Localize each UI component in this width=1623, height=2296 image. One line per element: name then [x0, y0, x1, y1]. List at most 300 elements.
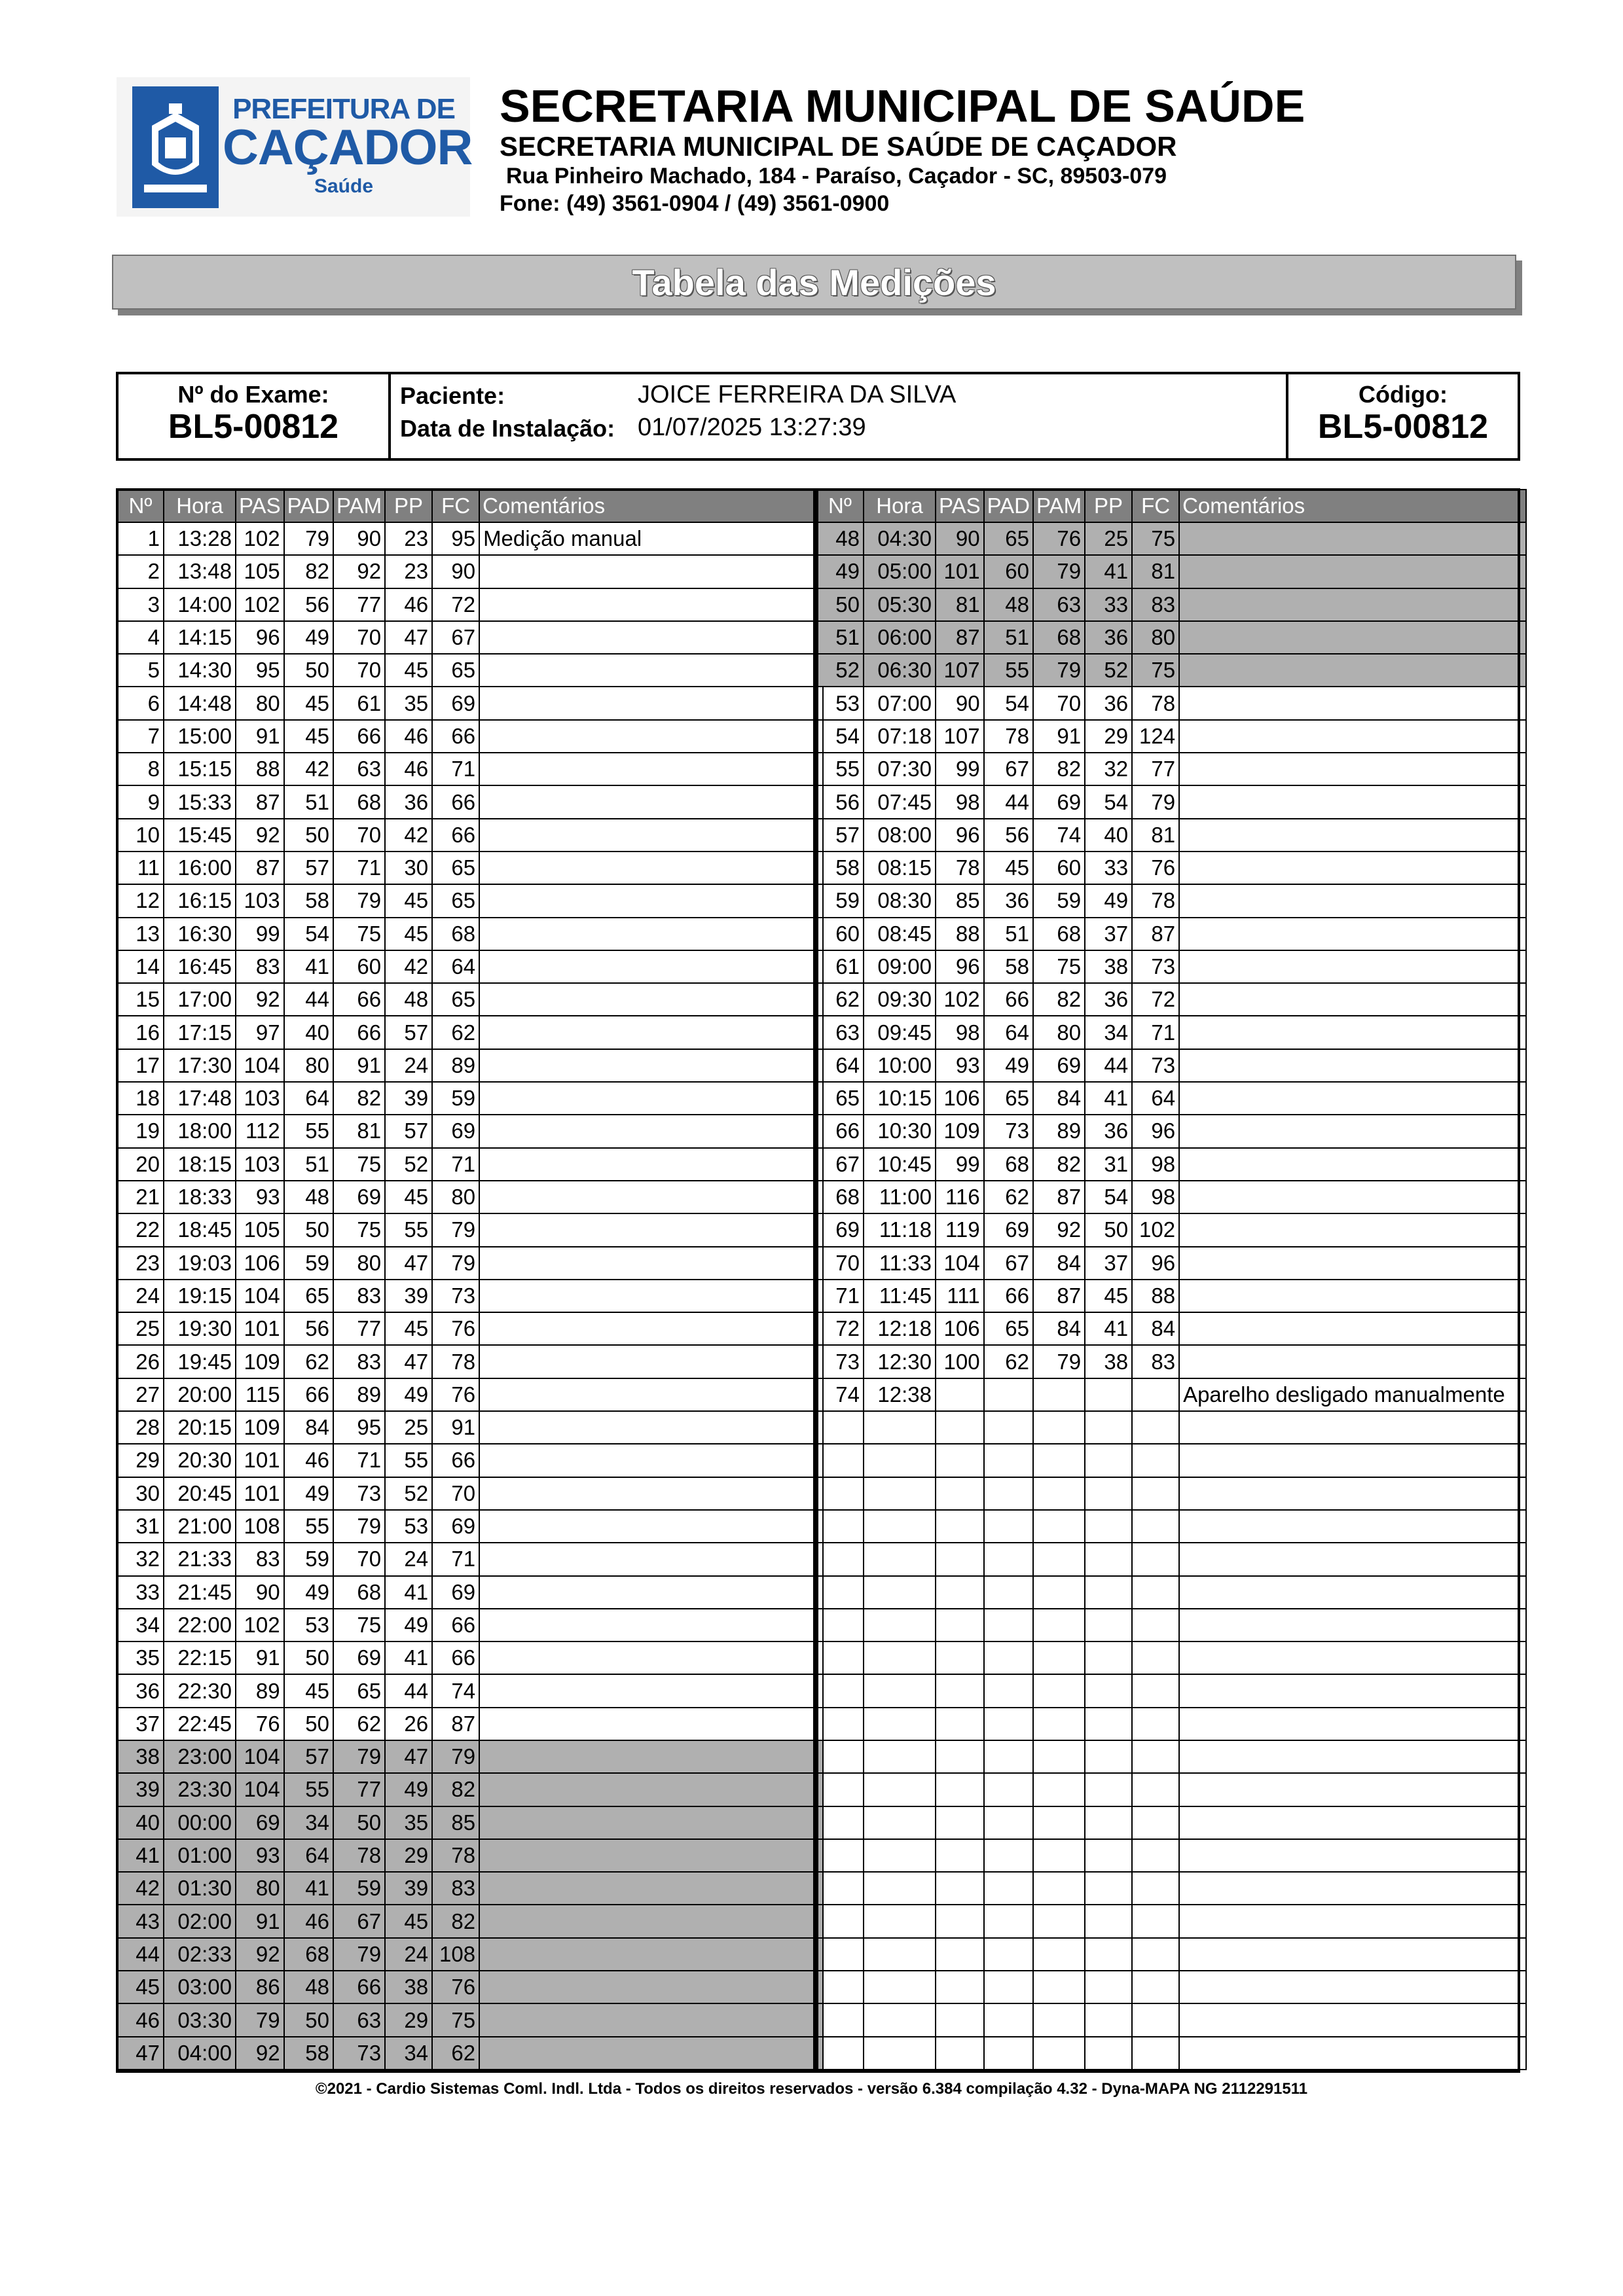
table-row: [816, 1872, 1526, 1905]
table-row: [816, 1708, 1526, 1740]
cell-fc: 76: [432, 1312, 479, 1345]
cell-pad: 51: [984, 918, 1033, 950]
cell-hora: 02:33: [164, 1938, 236, 1971]
cell-n: 46: [117, 2003, 164, 2036]
cell-fc: 73: [1132, 950, 1179, 983]
cell-pam: [1033, 1477, 1085, 1510]
cell-pad: 64: [284, 1082, 333, 1115]
cell-pad: [984, 1740, 1033, 1773]
table-row: [816, 1378, 1526, 1411]
cell-pam: 87: [1033, 1181, 1085, 1213]
cell-hora: 21:00: [164, 1510, 236, 1543]
cell-pp: 55: [385, 1213, 432, 1246]
cell-pad: 45: [284, 1674, 333, 1707]
cell-pad: 62: [984, 1345, 1033, 1378]
cell-pas: 104: [236, 1049, 284, 1082]
cell-n: [816, 1971, 864, 2003]
cell-fc: 91: [432, 1411, 479, 1444]
cell-hora: 05:00: [864, 555, 936, 588]
cell-pad: 48: [284, 1181, 333, 1213]
cell-fc: [1132, 1477, 1179, 1510]
cell-pas: 109: [236, 1411, 284, 1444]
cell-fc: 87: [432, 1708, 479, 1740]
cell-comentarios: [479, 950, 823, 983]
cell-pad: 67: [984, 1247, 1033, 1280]
column-header-pad: PAD: [984, 490, 1033, 522]
cell-hora: 02:00: [164, 1905, 236, 1937]
table-row: [816, 918, 1526, 950]
cell-n: 40: [117, 1806, 164, 1839]
cell-pas: [936, 1905, 984, 1937]
table-row: [816, 1510, 1526, 1543]
cell-hora: 08:00: [864, 819, 936, 852]
cell-pad: 57: [284, 1740, 333, 1773]
table-row: [816, 884, 1526, 917]
cell-pp: 53: [385, 1510, 432, 1543]
cell-comentarios: [479, 588, 823, 621]
cell-pas: 93: [236, 1839, 284, 1872]
cell-pas: 104: [936, 1247, 984, 1280]
cell-pas: 80: [236, 1872, 284, 1905]
cell-comentarios: [479, 1082, 823, 1115]
table-row: [816, 1641, 1526, 1674]
cell-comentarios: [1179, 1213, 1526, 1246]
cell-fc: [1132, 1510, 1179, 1543]
cell-pad: [984, 1477, 1033, 1510]
cell-comentarios: [1179, 720, 1526, 753]
table-row: [816, 1971, 1526, 2003]
table-row: [117, 884, 823, 917]
cell-pad: 41: [284, 950, 333, 983]
cell-pad: 36: [984, 884, 1033, 917]
column-header-comentarios: Comentários: [1179, 490, 1526, 522]
cell-fc: 79: [1132, 785, 1179, 818]
cell-n: 17: [117, 1049, 164, 1082]
cell-pp: 37: [1085, 1247, 1132, 1280]
cell-pad: 40: [284, 1016, 333, 1049]
cell-n: 5: [117, 654, 164, 687]
cell-hora: 00:00: [164, 1806, 236, 1839]
cell-pad: 69: [984, 1213, 1033, 1246]
cell-pas: 104: [236, 1740, 284, 1773]
cell-pad: 34: [284, 1806, 333, 1839]
cell-comentarios: [479, 1806, 823, 1839]
cell-pad: 78: [984, 720, 1033, 753]
table-row: [816, 1247, 1526, 1280]
cell-pp: [1085, 1839, 1132, 1872]
cell-pad: 50: [284, 654, 333, 687]
cell-comentarios: [479, 654, 823, 687]
cell-comentarios: [479, 1181, 823, 1213]
cell-fc: [1132, 1971, 1179, 2003]
table-row: [117, 1543, 823, 1575]
cell-fc: 89: [432, 1049, 479, 1082]
cell-n: 31: [117, 1510, 164, 1543]
cell-comentarios: [1179, 1740, 1526, 1773]
cell-pam: 71: [333, 852, 385, 884]
cell-pas: 101: [236, 1444, 284, 1477]
cell-pam: [1033, 1411, 1085, 1444]
cell-pp: 46: [385, 720, 432, 753]
measurements-table-right: [816, 489, 1527, 2070]
cell-pam: [1033, 1839, 1085, 1872]
cell-pp: 25: [385, 1411, 432, 1444]
cell-hora: 07:00: [864, 687, 936, 719]
cell-comentarios: [1179, 522, 1526, 555]
cell-pam: [1033, 1938, 1085, 1971]
cell-n: [816, 1510, 864, 1543]
table-row: [117, 1477, 823, 1510]
cell-pad: [984, 1543, 1033, 1575]
cell-pas: 99: [936, 753, 984, 785]
cell-pam: 62: [333, 1708, 385, 1740]
cell-pas: [936, 1971, 984, 2003]
cell-fc: 75: [1132, 654, 1179, 687]
cell-n: 57: [816, 819, 864, 852]
cell-hora: 11:33: [864, 1247, 936, 1280]
table-row: [117, 522, 823, 555]
cell-pp: 38: [385, 1971, 432, 2003]
cell-hora: 08:15: [864, 852, 936, 884]
cell-pam: 70: [333, 621, 385, 654]
cell-pas: 98: [936, 785, 984, 818]
cell-pas: 101: [236, 1312, 284, 1345]
cell-comentarios: [1179, 1247, 1526, 1280]
cell-comentarios: [1179, 785, 1526, 818]
table-row: [117, 1312, 823, 1345]
cell-n: [816, 1740, 864, 1773]
cell-comentarios: [479, 1477, 823, 1510]
cell-n: 70: [816, 1247, 864, 1280]
cell-pam: [1033, 1576, 1085, 1609]
cell-pam: 73: [333, 1477, 385, 1510]
cell-pas: 92: [236, 1938, 284, 1971]
cell-n: 69: [816, 1213, 864, 1246]
cell-pp: 41: [1085, 1312, 1132, 1345]
cell-n: 32: [117, 1543, 164, 1575]
cell-hora: 20:30: [164, 1444, 236, 1477]
cell-pp: 25: [1085, 522, 1132, 555]
table-row: [117, 785, 823, 818]
cell-comentarios: [479, 1708, 823, 1740]
cell-comentarios: [1179, 1839, 1526, 1872]
cell-pam: 74: [1033, 819, 1085, 852]
cell-n: [816, 1839, 864, 1872]
cell-comentarios: [1179, 1477, 1526, 1510]
cell-pas: 96: [936, 819, 984, 852]
cell-pas: [936, 1411, 984, 1444]
cell-n: 3: [117, 588, 164, 621]
cell-pp: 33: [1085, 852, 1132, 884]
cell-pad: 55: [284, 1773, 333, 1806]
cell-pam: 77: [333, 588, 385, 621]
cell-pp: 39: [385, 1082, 432, 1115]
cell-pam: [1033, 2037, 1085, 2070]
table-row: [816, 621, 1526, 654]
cell-pas: 96: [936, 950, 984, 983]
column-header-hora: Hora: [164, 490, 236, 522]
cell-n: 27: [117, 1378, 164, 1411]
cell-fc: [1132, 1773, 1179, 1806]
cell-hora: 10:00: [864, 1049, 936, 1082]
cell-comentarios: [1179, 1082, 1526, 1115]
cell-pad: [984, 2037, 1033, 2070]
cell-pp: [1085, 1773, 1132, 1806]
cell-n: 4: [117, 621, 164, 654]
table-row: [816, 1839, 1526, 1872]
cell-comentarios: [479, 1213, 823, 1246]
cell-hora: [864, 1872, 936, 1905]
cell-pad: 59: [284, 1543, 333, 1575]
cell-fc: [1132, 1576, 1179, 1609]
section-banner: [112, 255, 1516, 310]
organization-address: Rua Pinheiro Machado, 184 - Paraíso, Caçador - SC, 89503-079: [506, 164, 1167, 188]
table-row: [816, 1806, 1526, 1839]
cell-pam: 79: [1033, 555, 1085, 588]
table-row: [117, 753, 823, 785]
cell-pp: [1085, 2003, 1132, 2036]
cell-comentarios: [479, 753, 823, 785]
cell-pad: 65: [984, 1082, 1033, 1115]
cell-pam: 80: [333, 1247, 385, 1280]
cell-pp: 47: [385, 621, 432, 654]
cell-fc: 66: [432, 1444, 479, 1477]
table-row: [816, 753, 1526, 785]
cell-pad: 55: [984, 654, 1033, 687]
cell-fc: 70: [432, 1477, 479, 1510]
logo-text-line3: Saúde: [314, 175, 374, 197]
cell-pas: 86: [236, 1971, 284, 2003]
cell-pas: 89: [236, 1674, 284, 1707]
cell-pad: 59: [284, 1247, 333, 1280]
cell-fc: 76: [1132, 852, 1179, 884]
cell-pp: [1085, 1674, 1132, 1707]
cell-fc: 71: [1132, 1016, 1179, 1049]
cell-pam: 68: [333, 785, 385, 818]
table-row: [117, 1740, 823, 1773]
cell-hora: 16:15: [164, 884, 236, 917]
cell-n: 49: [816, 555, 864, 588]
cell-hora: 21:33: [164, 1543, 236, 1575]
cell-hora: [864, 1806, 936, 1839]
table-row: [117, 1247, 823, 1280]
cell-pam: [1033, 1740, 1085, 1773]
cell-comentarios: [1179, 1345, 1526, 1378]
cell-hora: 01:30: [164, 1872, 236, 1905]
cell-pp: 40: [1085, 819, 1132, 852]
cell-fc: 79: [432, 1247, 479, 1280]
cell-comentarios: [479, 720, 823, 753]
table-row: [816, 588, 1526, 621]
cell-hora: 12:30: [864, 1345, 936, 1378]
cell-pam: 70: [333, 819, 385, 852]
cell-pad: [984, 1411, 1033, 1444]
cell-pam: 76: [1033, 522, 1085, 555]
cell-pas: 90: [936, 522, 984, 555]
cell-pp: [1085, 1708, 1132, 1740]
cell-pas: 101: [936, 555, 984, 588]
cell-pam: 73: [333, 2037, 385, 2070]
cell-pp: 52: [385, 1148, 432, 1181]
cell-pad: 54: [984, 687, 1033, 719]
cell-pam: 79: [1033, 1345, 1085, 1378]
cell-pad: 48: [984, 588, 1033, 621]
cell-fc: [1132, 1674, 1179, 1707]
cell-n: 29: [117, 1444, 164, 1477]
cell-pas: [936, 1609, 984, 1641]
cell-pas: 92: [236, 2037, 284, 2070]
table-row: [816, 1444, 1526, 1477]
cell-pad: 51: [984, 621, 1033, 654]
column-header-pam: PAM: [333, 490, 385, 522]
cell-pp: 52: [385, 1477, 432, 1510]
cell-hora: 11:00: [864, 1181, 936, 1213]
cell-comentarios: [479, 884, 823, 917]
cell-hora: 22:15: [164, 1641, 236, 1674]
cell-n: [816, 2037, 864, 2070]
cell-pam: 87: [1033, 1280, 1085, 1312]
cell-pas: 104: [236, 1773, 284, 1806]
cell-pas: 106: [936, 1312, 984, 1345]
cell-pp: 49: [385, 1773, 432, 1806]
cell-pam: 89: [333, 1378, 385, 1411]
cell-pas: 76: [236, 1708, 284, 1740]
cell-pp: 57: [385, 1115, 432, 1147]
cell-n: 47: [117, 2037, 164, 2070]
cell-fc: 73: [432, 1280, 479, 1312]
cell-pad: [984, 1806, 1033, 1839]
cell-pp: 46: [385, 753, 432, 785]
cell-pad: 65: [984, 522, 1033, 555]
cell-n: 51: [816, 621, 864, 654]
cell-comentarios: [1179, 1938, 1526, 1971]
cell-comentarios: Aparelho desligado manualmente: [1179, 1378, 1526, 1411]
cell-pam: 84: [1033, 1312, 1085, 1345]
cell-pam: 70: [333, 1543, 385, 1575]
cell-hora: 15:33: [164, 785, 236, 818]
cell-pp: 36: [1085, 687, 1132, 719]
cell-hora: 16:30: [164, 918, 236, 950]
cell-fc: 83: [1132, 588, 1179, 621]
table-row: [117, 2003, 823, 2036]
cell-pad: 54: [284, 918, 333, 950]
cell-pam: 69: [1033, 785, 1085, 818]
cell-n: 43: [117, 1905, 164, 1937]
cell-pad: 50: [284, 2003, 333, 2036]
cell-n: 25: [117, 1312, 164, 1345]
cell-pam: 66: [333, 1971, 385, 2003]
cell-comentarios: [1179, 2037, 1526, 2070]
cell-pad: 80: [284, 1049, 333, 1082]
cell-n: 8: [117, 753, 164, 785]
cell-comentarios: [479, 1971, 823, 2003]
cell-pad: 73: [984, 1115, 1033, 1147]
cell-comentarios: [1179, 819, 1526, 852]
cell-pad: 46: [284, 1444, 333, 1477]
cell-pam: 79: [333, 884, 385, 917]
cell-pp: 23: [385, 522, 432, 555]
cell-pas: 109: [236, 1345, 284, 1378]
cell-comentarios: [479, 983, 823, 1016]
cell-fc: 80: [1132, 621, 1179, 654]
cell-pam: 69: [333, 1641, 385, 1674]
cell-n: [816, 1411, 864, 1444]
cell-fc: 69: [432, 1510, 479, 1543]
cell-n: 12: [117, 884, 164, 917]
cell-fc: 78: [432, 1839, 479, 1872]
cell-n: [816, 1773, 864, 1806]
table-row: [117, 1213, 823, 1246]
column-header-fc: FC: [432, 490, 479, 522]
cell-pas: 100: [936, 1345, 984, 1378]
cell-n: 18: [117, 1082, 164, 1115]
cell-hora: 11:45: [864, 1280, 936, 1312]
cell-pp: 24: [385, 1938, 432, 1971]
cell-n: [816, 1708, 864, 1740]
cell-pp: 35: [385, 687, 432, 719]
cell-pam: [1033, 1708, 1085, 1740]
cell-pam: 70: [1033, 687, 1085, 719]
table-row: [816, 2003, 1526, 2036]
cell-pad: 67: [984, 753, 1033, 785]
table-row: [816, 785, 1526, 818]
cell-fc: 90: [432, 555, 479, 588]
table-row: [117, 1345, 823, 1378]
cell-comentarios: [1179, 1510, 1526, 1543]
cell-pp: [1085, 1576, 1132, 1609]
install-date: 01/07/2025 13:27:39: [638, 414, 866, 441]
cell-comentarios: [1179, 983, 1526, 1016]
cell-comentarios: [479, 1247, 823, 1280]
cell-fc: 75: [1132, 522, 1179, 555]
cell-pas: 99: [936, 1148, 984, 1181]
cell-n: 24: [117, 1280, 164, 1312]
cell-hora: 14:48: [164, 687, 236, 719]
cell-pp: 47: [385, 1247, 432, 1280]
cell-pad: 58: [984, 950, 1033, 983]
cell-pam: 91: [1033, 720, 1085, 753]
table-row: [117, 1905, 823, 1937]
cell-pam: [1033, 1543, 1085, 1575]
cell-pas: 79: [236, 2003, 284, 2036]
cell-pad: 48: [284, 1971, 333, 2003]
table-row: [816, 1213, 1526, 1246]
cell-hora: [864, 1839, 936, 1872]
cell-pad: [984, 1938, 1033, 1971]
cell-pam: 63: [1033, 588, 1085, 621]
cell-hora: 08:30: [864, 884, 936, 917]
cell-pam: 63: [333, 2003, 385, 2036]
column-header-pas: PAS: [936, 490, 984, 522]
cell-pam: 75: [333, 918, 385, 950]
cell-pad: 65: [984, 1312, 1033, 1345]
cell-fc: 79: [432, 1213, 479, 1246]
cell-pad: 65: [284, 1280, 333, 1312]
cell-pp: 52: [1085, 654, 1132, 687]
cell-pam: 71: [333, 1444, 385, 1477]
cell-pas: 69: [236, 1806, 284, 1839]
cell-pad: 58: [284, 2037, 333, 2070]
cell-hora: 09:00: [864, 950, 936, 983]
cell-pas: 90: [936, 687, 984, 719]
cell-hora: 09:30: [864, 983, 936, 1016]
cell-n: 50: [816, 588, 864, 621]
cell-pam: 83: [333, 1280, 385, 1312]
table-row: [816, 1280, 1526, 1312]
table-row: [816, 1115, 1526, 1147]
table-row: [117, 1280, 823, 1312]
cell-hora: 04:00: [164, 2037, 236, 2070]
